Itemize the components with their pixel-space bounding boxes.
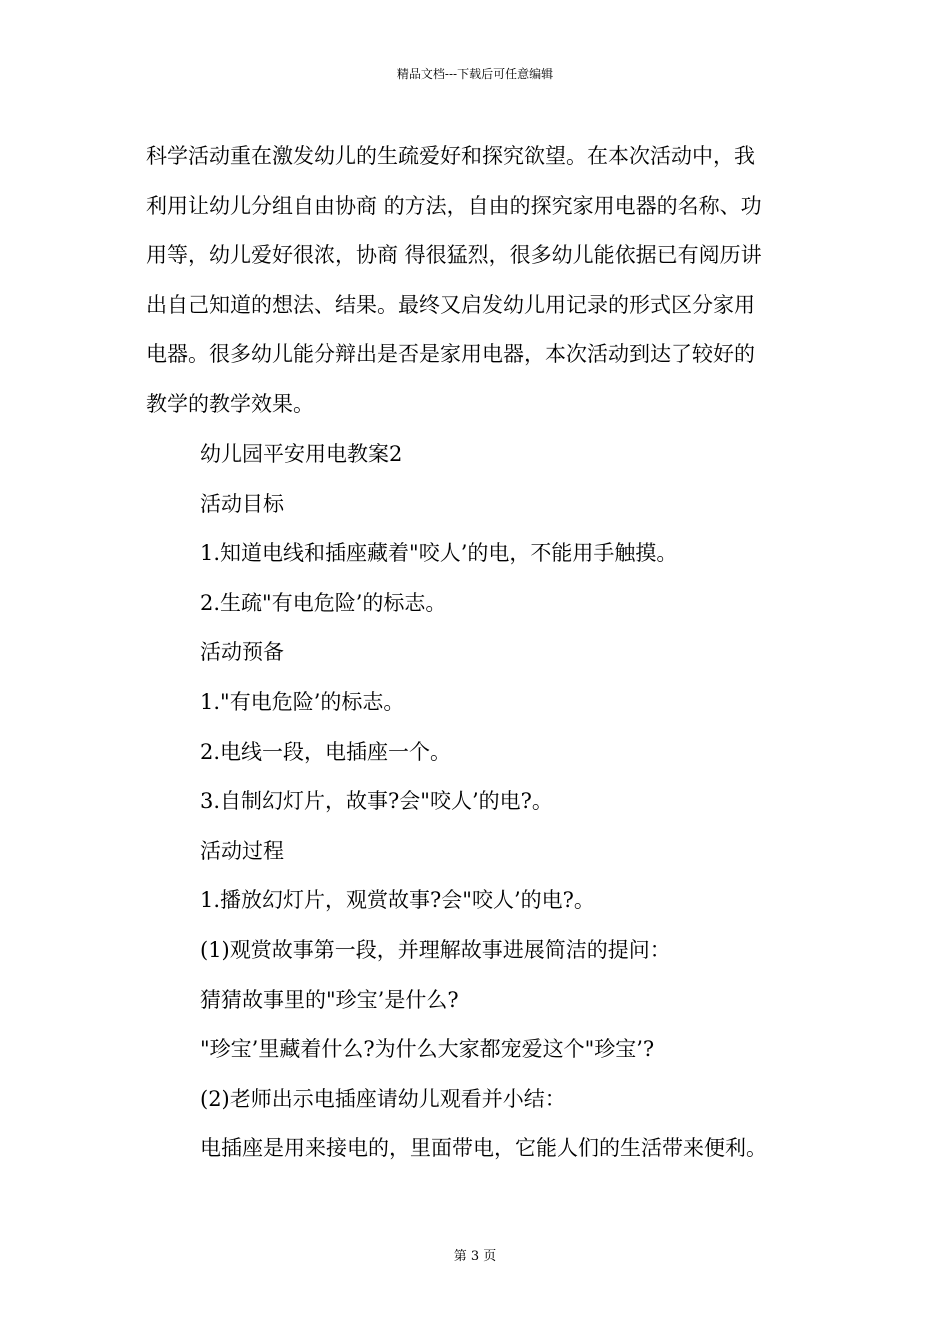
list-item: 1."有电危险’的标志。 xyxy=(200,689,405,714)
intro-paragraph xyxy=(146,132,810,430)
paragraph-line: 科学活动重在激发幼儿的生疏爱好和探究欲望。在本次活动中，我 xyxy=(146,144,755,168)
page-header: 精品文档---下载后可任意编辑 xyxy=(396,67,554,81)
paragraph-line: 电器。很多幼儿能分辩出是否是家用电器，本次活动到达了较好的 xyxy=(146,342,755,367)
list-item: (2)老师出示电插座请幼儿观看并小结： xyxy=(200,1086,566,1111)
list-item: 2.生疏"有电危险’的标志。 xyxy=(200,590,447,615)
paragraph-line: 用等，幼儿爱好很浓，协商 得很猛烈，很多幼儿能依据已有阅历讲 xyxy=(146,243,762,268)
page-number: 第 3 页 xyxy=(453,1249,497,1264)
paragraph-line: 出自己知道的想法、结果。最终又启发幼儿用记录的形式区分家用 xyxy=(146,292,755,317)
list-item: 电插座是用来接电的，里面带电，它能人们的生活带来便利。 xyxy=(200,1136,767,1161)
section-title: 幼儿园平安用电教案2 xyxy=(200,442,403,466)
section-heading-preparation: 活动预备 xyxy=(200,640,284,665)
section-heading-goals: 活动目标 xyxy=(200,491,284,516)
list-item: (1)观赏故事第一段，并理解故事进展简洁的提问： xyxy=(200,937,671,962)
list-item: 1.知道电线和插座藏着"咬人’的电，不能用手触摸。 xyxy=(200,541,678,566)
list-item: "珍宝’里藏着什么?为什么大家都宠爱这个"珍宝’? xyxy=(200,1037,655,1062)
section-heading-process: 活动过程 xyxy=(200,838,284,863)
list-item: 2.电线一段，电插座一个。 xyxy=(200,739,452,764)
paragraph-line: 利用让幼儿分组自由协商 的方法，自由的探究家用电器的名称、功 xyxy=(146,193,762,218)
lesson-plan-body xyxy=(200,430,820,1174)
list-item: 1.播放幻灯片，观赏故事?会"咬人’的电?。 xyxy=(200,888,595,913)
list-item: 猜猜故事里的"珍宝’是什么? xyxy=(200,987,459,1012)
paragraph-line: 教学的教学效果。 xyxy=(146,391,314,416)
list-item: 3.自制幻灯片，故事?会"咬人’的电?。 xyxy=(200,789,553,814)
